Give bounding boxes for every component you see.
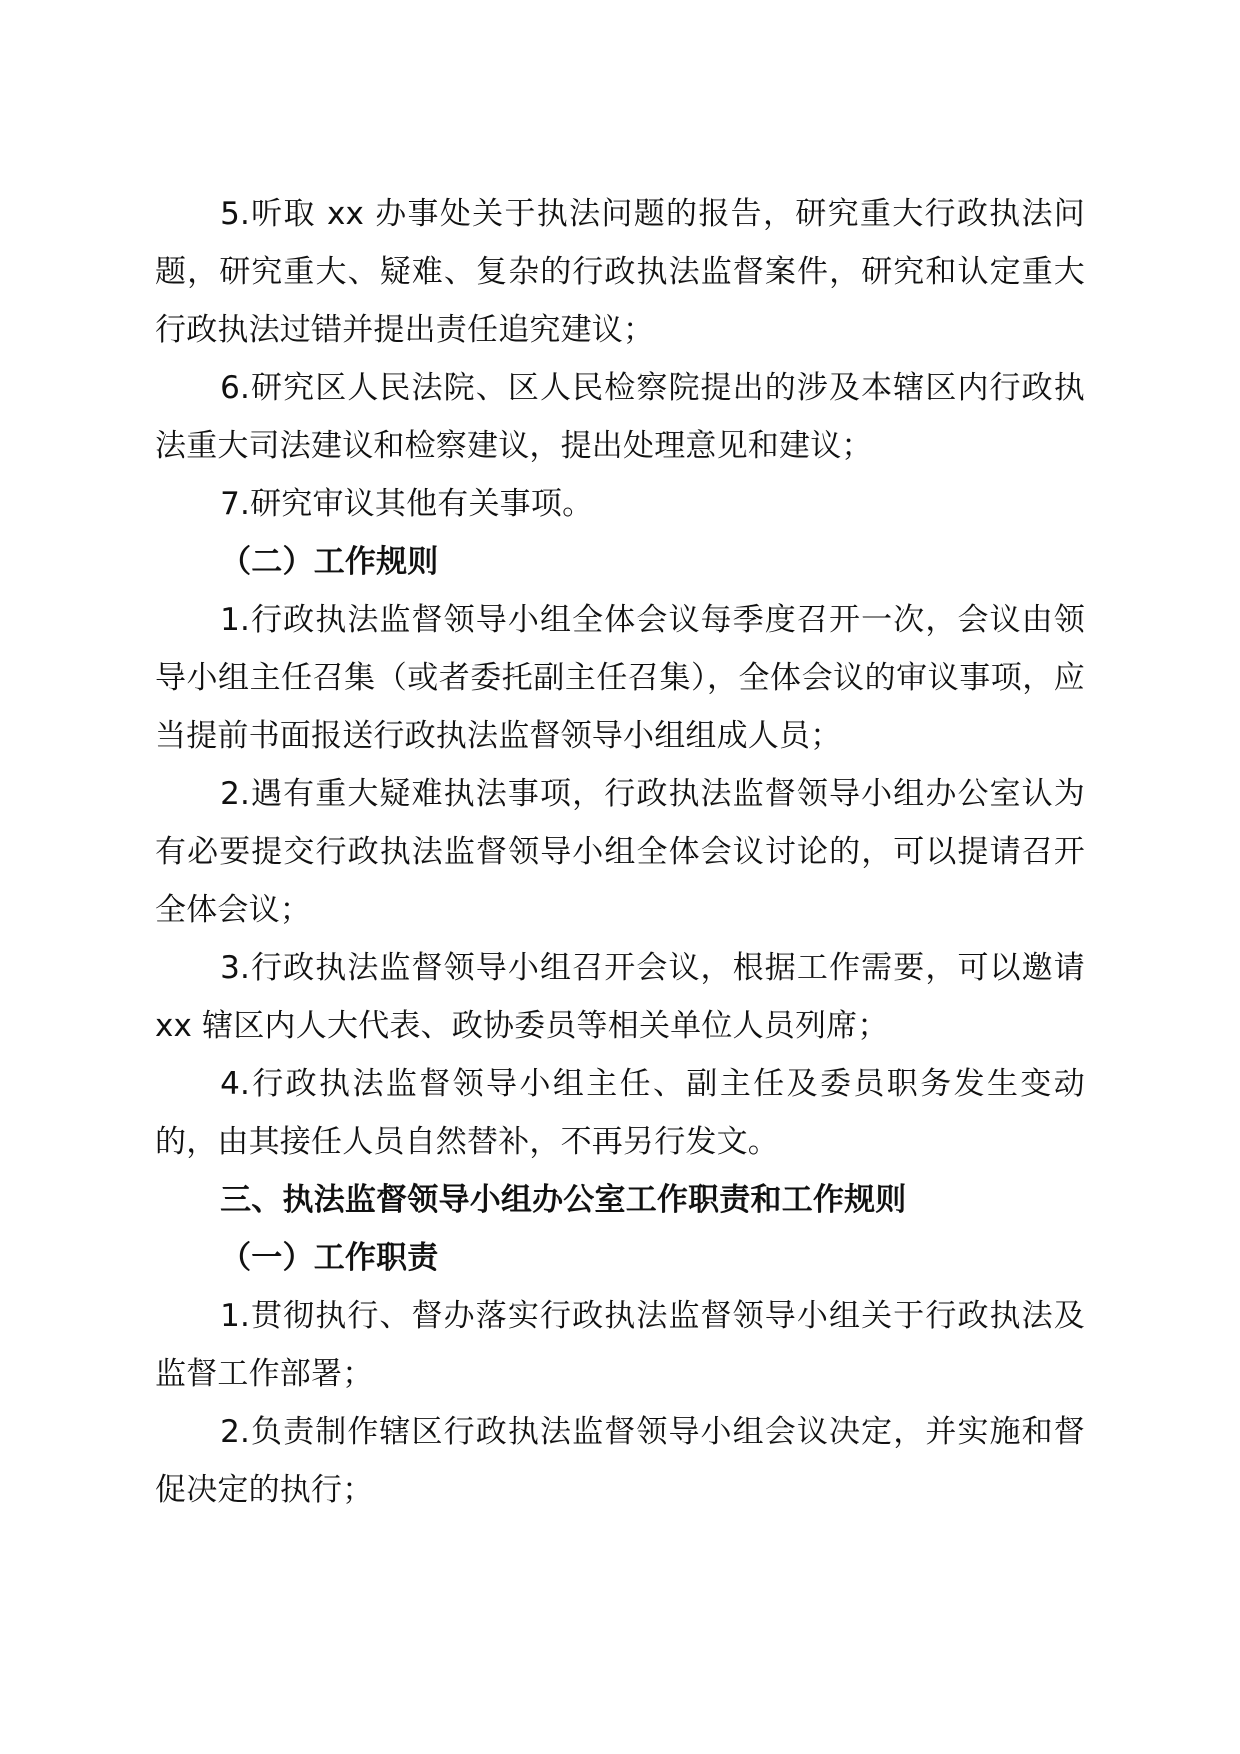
document-page (155, 185, 1085, 1519)
subheading-work-duties: （一）工作职责 (220, 1240, 439, 1276)
paragraph-rule-4: 4.行政执法监督领导小组主任、副主任及委员职务发生变动的，由其接任人员自然替补，不再另行发文。 (155, 1066, 1085, 1160)
paragraph-item-5: 5.听取 xx 办事处关于执法问题的报告，研究重大行政执法问题，研究重大、疑难、复杂的行政执法监督案件，研究和认定重大行政执法过错并提出责任追究建议； (155, 196, 1085, 348)
section-heading-3: 三、执法监督领导小组办公室工作职责和工作规则 (220, 1182, 907, 1218)
paragraph-item-6: 6.研究区人民法院、区人民检察院提出的涉及本辖区内行政执法重大司法建议和检察建议，提出处理意见和建议； (155, 370, 1085, 464)
paragraph-rule-3: 3.行政执法监督领导小组召开会议，根据工作需要，可以邀请 xx 辖区内人大代表、政协委员等相关单位人员列席； (155, 950, 1085, 1044)
paragraph-item-7: 7.研究审议其他有关事项。 (220, 486, 594, 522)
paragraph-duty-1: 1.贯彻执行、督办落实行政执法监督领导小组关于行政执法及监督工作部署； (155, 1298, 1085, 1392)
paragraph-duty-2: 2.负责制作辖区行政执法监督领导小组会议决定，并实施和督促决定的执行； (155, 1414, 1085, 1508)
paragraph-rule-2: 2.遇有重大疑难执法事项，行政执法监督领导小组办公室认为有必要提交行政执法监督领导小组全体会议讨论的，可以提请召开全体会议； (155, 776, 1085, 928)
paragraph-rule-1: 1.行政执法监督领导小组全体会议每季度召开一次，会议由领导小组主任召集（或者委托副主任召集），全体会议的审议事项，应当提前书面报送行政执法监督领导小组组成人员； (155, 602, 1085, 754)
subheading-work-rules: （二）工作规则 (220, 544, 439, 580)
